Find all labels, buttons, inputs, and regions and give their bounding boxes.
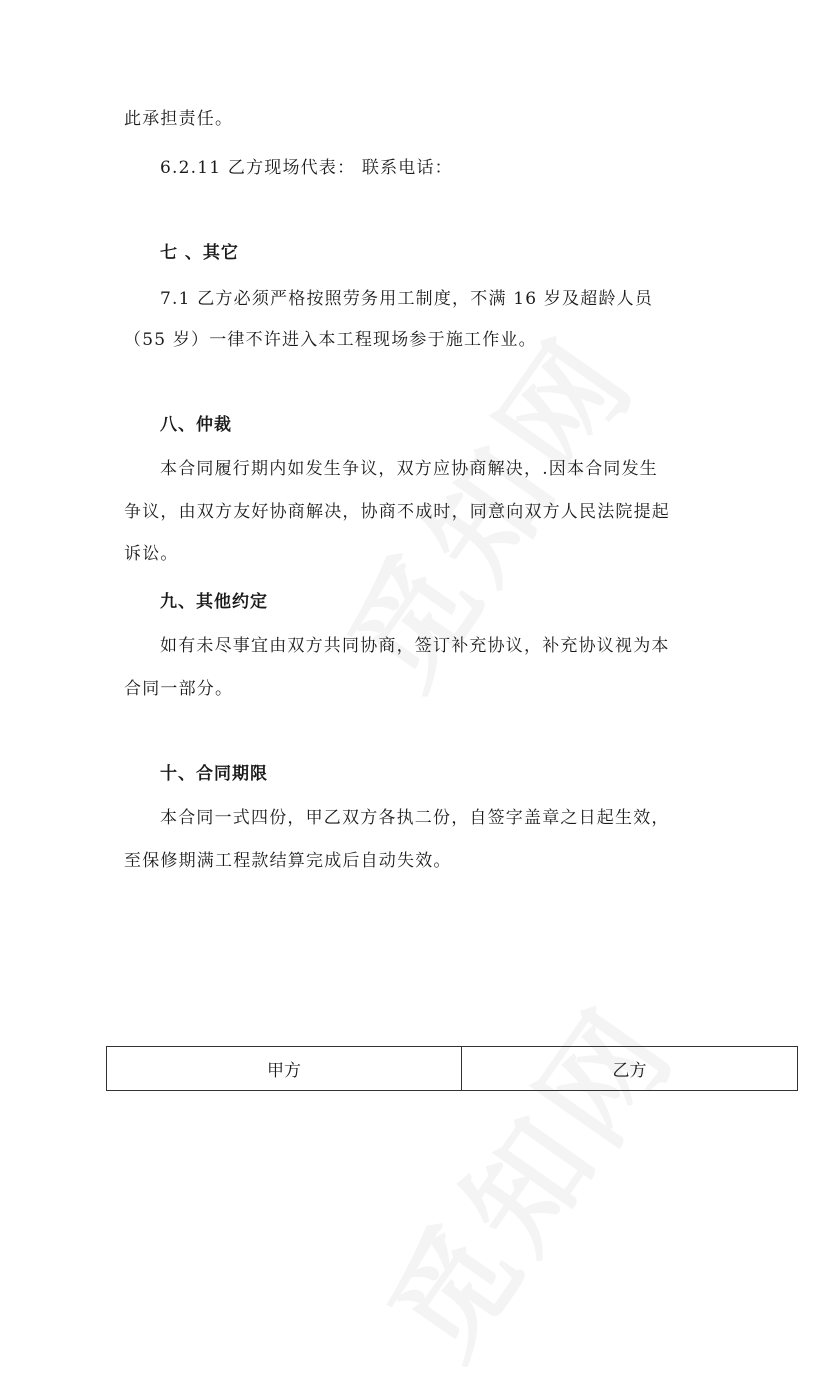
paragraph-line: 诉讼。 — [124, 544, 179, 564]
party-b-cell: 乙方 — [462, 1047, 798, 1091]
party-a-cell: 甲方 — [107, 1047, 462, 1091]
section-heading-8: 八、仲裁 — [160, 415, 232, 435]
section-heading-9: 九、其他约定 — [160, 592, 268, 612]
paragraph-line: 本合同一式四份，甲乙双方各执二份，自签字盖章之日起生效， — [160, 808, 670, 828]
signature-table — [106, 1046, 798, 1091]
section-heading-7: 七 、其它 — [160, 243, 239, 263]
paragraph-line: 6.2.11 乙方现场代表： 联系电话： — [160, 158, 453, 178]
paragraph-line: 本合同履行期内如发生争议，双方应协商解决，.因本合同发生 — [160, 459, 659, 479]
watermark — [343, 967, 708, 1385]
paragraph-line: 合同一部分。 — [124, 679, 234, 699]
paragraph-line: 争议，由双方友好协商解决，协商不成时，同意向双方人民法院提起 — [124, 502, 670, 522]
paragraph-line: 至保修期满工程款结算完成后自动失效。 — [124, 851, 452, 871]
paragraph-line: 7.1 乙方必须严格按照劳务用工制度，不满 16 岁及超龄人员 — [160, 289, 654, 309]
section-heading-10: 十、合同期限 — [160, 764, 268, 784]
paragraph-line: 此承担责任。 — [124, 109, 234, 129]
paragraph-line: 如有未尽事宜由双方共同协商，签订补充协议，补充协议视为本 — [160, 636, 670, 656]
paragraph-line: （55 岁）一律不许进入本工程现场参于施工作业。 — [124, 330, 537, 350]
